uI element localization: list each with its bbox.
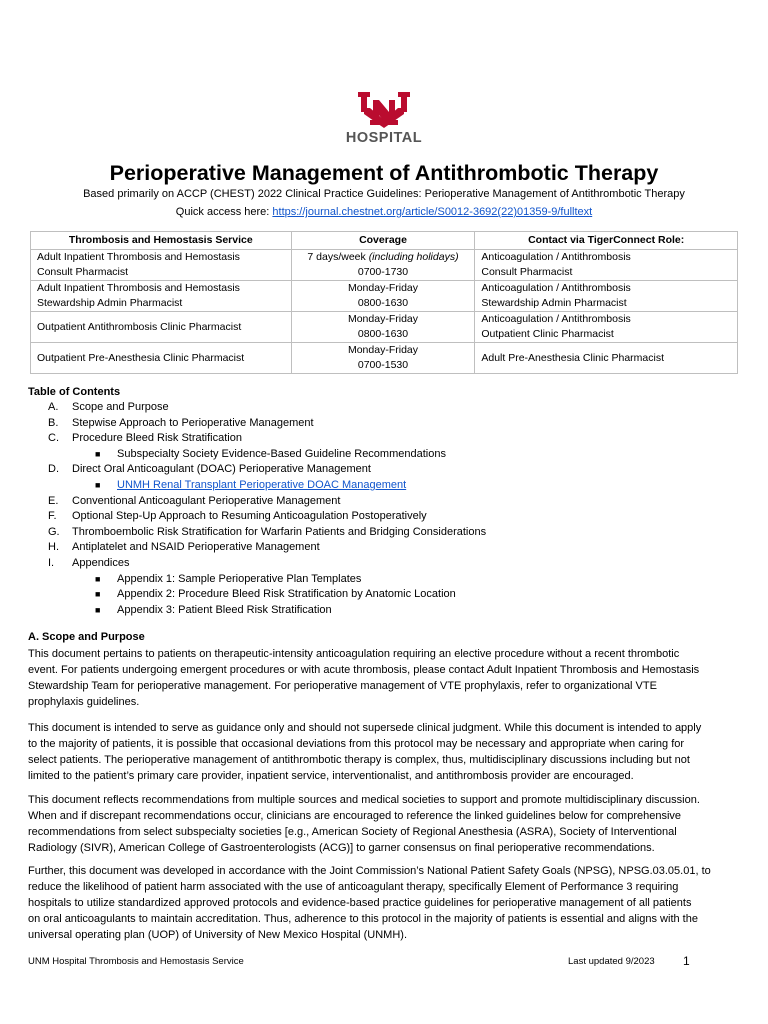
cell-line: Consult Pharmacist	[481, 266, 573, 278]
service-contact-table	[30, 231, 738, 374]
toc-letter: C.	[48, 432, 59, 445]
toc-item[interactable]	[28, 556, 748, 572]
footer-service-name: UNM Hospital Thrombosis and Hemostasis Service	[28, 956, 244, 967]
paragraph-line: When and if discrepant recommendations occur, clinicians are encouraged to reference the linked guidelines below for comprehensive	[28, 810, 682, 822]
paragraph-line: Stewardship Team for perioperative management. For perioperative management of VTE prophylaxis, refer to organizational VTE	[28, 680, 657, 692]
table-cell-contact	[475, 250, 738, 281]
table-row	[31, 343, 738, 374]
cell-line: Stewardship Admin Pharmacist	[37, 297, 183, 309]
table-header-row	[31, 232, 738, 250]
unm-hospital-logo	[344, 90, 424, 152]
cell-line: Anticoagulation / Antithrombosis	[481, 251, 631, 263]
cell-line: Adult Inpatient Thrombosis and Hemostasis	[37, 251, 240, 263]
toc-letter: F.	[48, 510, 57, 523]
toc-sublabel: Appendix 2: Procedure Bleed Risk Stratification by Anatomic Location	[117, 588, 456, 601]
toc-item[interactable]	[28, 400, 748, 416]
toc-label: Procedure Bleed Risk Stratification	[72, 432, 242, 445]
paragraph-line: to the majority of patients, it is possible that occasional deviations from this protocol may be necessary and appropriate when caring for	[28, 738, 685, 750]
toc-item[interactable]	[28, 494, 748, 510]
toc-item[interactable]	[28, 416, 748, 432]
square-bullet-icon: ■	[95, 573, 101, 584]
toc-subitem[interactable]	[28, 447, 748, 463]
toc-letter: A.	[48, 401, 59, 413]
quick-access-line	[0, 206, 768, 218]
coverage-note: (including holidays)	[368, 251, 459, 263]
toc-sublabel: Appendix 3: Patient Bleed Risk Stratification	[117, 603, 332, 616]
toc-heading: Table of Contents	[28, 386, 121, 398]
paragraph-line: select patients. The perioperative management of antithrombotic therapy is complex, thus, multidisciplinary discussions including but not	[28, 754, 690, 766]
toc-label: Appendices	[72, 556, 130, 569]
table-cell-coverage	[291, 312, 475, 343]
cell-line	[298, 250, 469, 265]
table-cell-service: Outpatient Pre-Anesthesia Clinic Pharmacist	[31, 343, 292, 374]
paragraph-line: reduce the likelihood of patient harm associated with the use of anticoagulant therapy, specifically Element of Performance 3 requiring	[28, 881, 679, 893]
table-cell-contact	[475, 281, 738, 312]
footer-page-number: 1	[683, 954, 690, 968]
table-cell-service	[31, 250, 292, 281]
table-row	[31, 250, 738, 281]
toc-label: Optional Step-Up Approach to Resuming Anticoagulation Postoperatively	[72, 510, 427, 523]
quick-access-label: Quick access here:	[175, 206, 270, 218]
toc-label: Stepwise Approach to Perioperative Management	[72, 416, 314, 429]
cell-line: Monday-Friday	[347, 344, 418, 356]
guideline-link[interactable]: https://journal.chestnet.org/article/S0012-3692(22)01359-9/fulltext	[272, 206, 593, 218]
cell-line: 0700-1530	[357, 359, 409, 371]
body-paragraph	[28, 863, 740, 943]
document-subtitle: Based primarily on ACCP (CHEST) 2022 Clinical Practice Guidelines: Perioperative Management of Antithrombotic Therapy	[83, 188, 685, 200]
square-bullet-icon: ■	[95, 589, 101, 600]
unm-logo-icon	[356, 90, 412, 128]
toc-letter: E.	[48, 494, 59, 507]
table-header: Coverage	[291, 232, 475, 250]
toc-subitem[interactable]	[28, 603, 748, 619]
cell-line: Anticoagulation / Antithrombosis	[481, 313, 631, 325]
square-bullet-icon: ■	[95, 448, 101, 459]
coverage-days: 7 days/week	[307, 251, 369, 263]
section-heading: A. Scope and Purpose	[28, 631, 145, 643]
logo-wordmark: HOSPITAL	[345, 130, 423, 146]
table-cell-coverage	[291, 343, 475, 374]
toc-letter: G.	[48, 525, 60, 538]
cell-line: Consult Pharmacist	[37, 266, 129, 278]
table-of-contents	[28, 385, 748, 618]
toc-item[interactable]	[28, 509, 748, 525]
paragraph-line: This document reflects recommendations from multiple sources and medical societies to support and promote multidisciplinary discussion.	[28, 794, 700, 806]
square-bullet-icon: ■	[95, 479, 101, 490]
toc-label: Antiplatelet and NSAID Perioperative Management	[72, 541, 320, 554]
paragraph-line: on oral anticoagulants to maintain accreditation. Thus, adherence to this protocol in the majority of patients is essential and aligns with the	[28, 913, 698, 925]
toc-label: Direct Oral Anticoagulant (DOAC) Perioperative Management	[72, 463, 371, 476]
table-cell-contact: Adult Pre-Anesthesia Clinic Pharmacist	[475, 343, 738, 374]
toc-subitem	[28, 478, 748, 494]
body-paragraph	[28, 720, 740, 784]
toc-label: Thromboembolic Risk Stratification for Warfarin Patients and Bridging Considerations	[72, 525, 487, 538]
toc-sublabel: Subspecialty Society Evidence-Based Guideline Recommendations	[117, 447, 446, 460]
paragraph-line: recommendations from select subspecialty societies [e.g., American Society of Regional Anesthesia (ASRA), Society of Interventional	[28, 826, 677, 838]
paragraph-line: universal operating plan (UOP) of University of New Mexico Hospital (UNMH).	[28, 929, 408, 941]
cell-line: Adult Inpatient Thrombosis and Hemostasis	[37, 282, 240, 294]
toc-letter: D.	[48, 463, 59, 476]
document-title: Perioperative Management of Antithrombotic Therapy	[109, 161, 659, 185]
paragraph-line: Further, this document was developed in accordance with the Joint Commission’s National Patient Safety Goals (NPSG), NPSG.03.05.01, to	[28, 865, 711, 877]
body-paragraph	[28, 792, 740, 856]
toc-label: Scope and Purpose	[72, 401, 169, 413]
table-cell-service	[31, 281, 292, 312]
cell-line: Monday-Friday	[347, 282, 418, 294]
paragraph-line: event. For patients undergoing emergent procedures or with acute thrombosis, please contact Adult Inpatient Thrombosis and Hemostasis	[28, 664, 700, 676]
body-paragraph	[28, 646, 740, 710]
cell-line: Outpatient Clinic Pharmacist	[481, 328, 614, 340]
toc-item[interactable]	[28, 525, 748, 541]
footer-last-updated: Last updated 9/2023	[568, 956, 655, 967]
toc-letter: B.	[48, 416, 59, 429]
paragraph-line: hospitals to utilize standardized approved protocols and evidence-based practice guidelines for perioperative management of all patients	[28, 897, 692, 909]
toc-label: Conventional Anticoagulant Perioperative Management	[72, 494, 341, 507]
toc-sublabel	[117, 478, 406, 494]
cell-line: 0800-1630	[357, 297, 409, 309]
toc-subitem[interactable]	[28, 572, 748, 588]
toc-item[interactable]	[28, 431, 748, 447]
cell-line: 0800-1630	[357, 328, 409, 340]
toc-letter: I.	[48, 556, 55, 569]
cell-line: Stewardship Admin Pharmacist	[481, 297, 627, 309]
table-header: Thrombosis and Hemostasis Service	[31, 232, 292, 250]
table-header: Contact via TigerConnect Role:	[475, 232, 738, 250]
paragraph-line: This document is intended to serve as guidance only and should not supersede clinical judgment. While this document is intended to apply	[28, 722, 702, 734]
toc-subitem[interactable]	[28, 587, 748, 603]
toc-item[interactable]	[28, 540, 748, 556]
table-cell-service: Outpatient Antithrombosis Clinic Pharmacist	[31, 312, 292, 343]
paragraph-line: prophylaxis guidelines.	[28, 696, 140, 708]
table-cell-contact	[475, 312, 738, 343]
toc-letter: H.	[48, 541, 59, 554]
toc-item[interactable]	[28, 462, 748, 478]
renal-transplant-doac-link[interactable]: UNMH Renal Transplant Perioperative DOAC Management	[117, 478, 407, 491]
cell-line: 0700-1730	[357, 266, 409, 278]
toc-sublabel: Appendix 1: Sample Perioperative Plan Templates	[117, 572, 362, 585]
paragraph-line: limited to the patient’s primary care provider, inpatient service, interventionalist, and antithrombosis provider are encouraged.	[28, 770, 634, 782]
table-cell-coverage	[291, 250, 475, 281]
cell-line: Anticoagulation / Antithrombosis	[481, 282, 631, 294]
paragraph-line: Radiology (SIVR), American College of Gastroenterologists (ACG)] to garner consensus on final perioperative recommendations.	[28, 842, 655, 854]
cell-line: Monday-Friday	[347, 313, 418, 325]
table-row	[31, 312, 738, 343]
square-bullet-icon: ■	[95, 604, 101, 615]
paragraph-line: This document pertains to patients on therapeutic-intensity anticoagulation requiring an elective procedure without a recent thrombotic	[28, 648, 680, 660]
table-row	[31, 281, 738, 312]
table-cell-coverage	[291, 281, 475, 312]
